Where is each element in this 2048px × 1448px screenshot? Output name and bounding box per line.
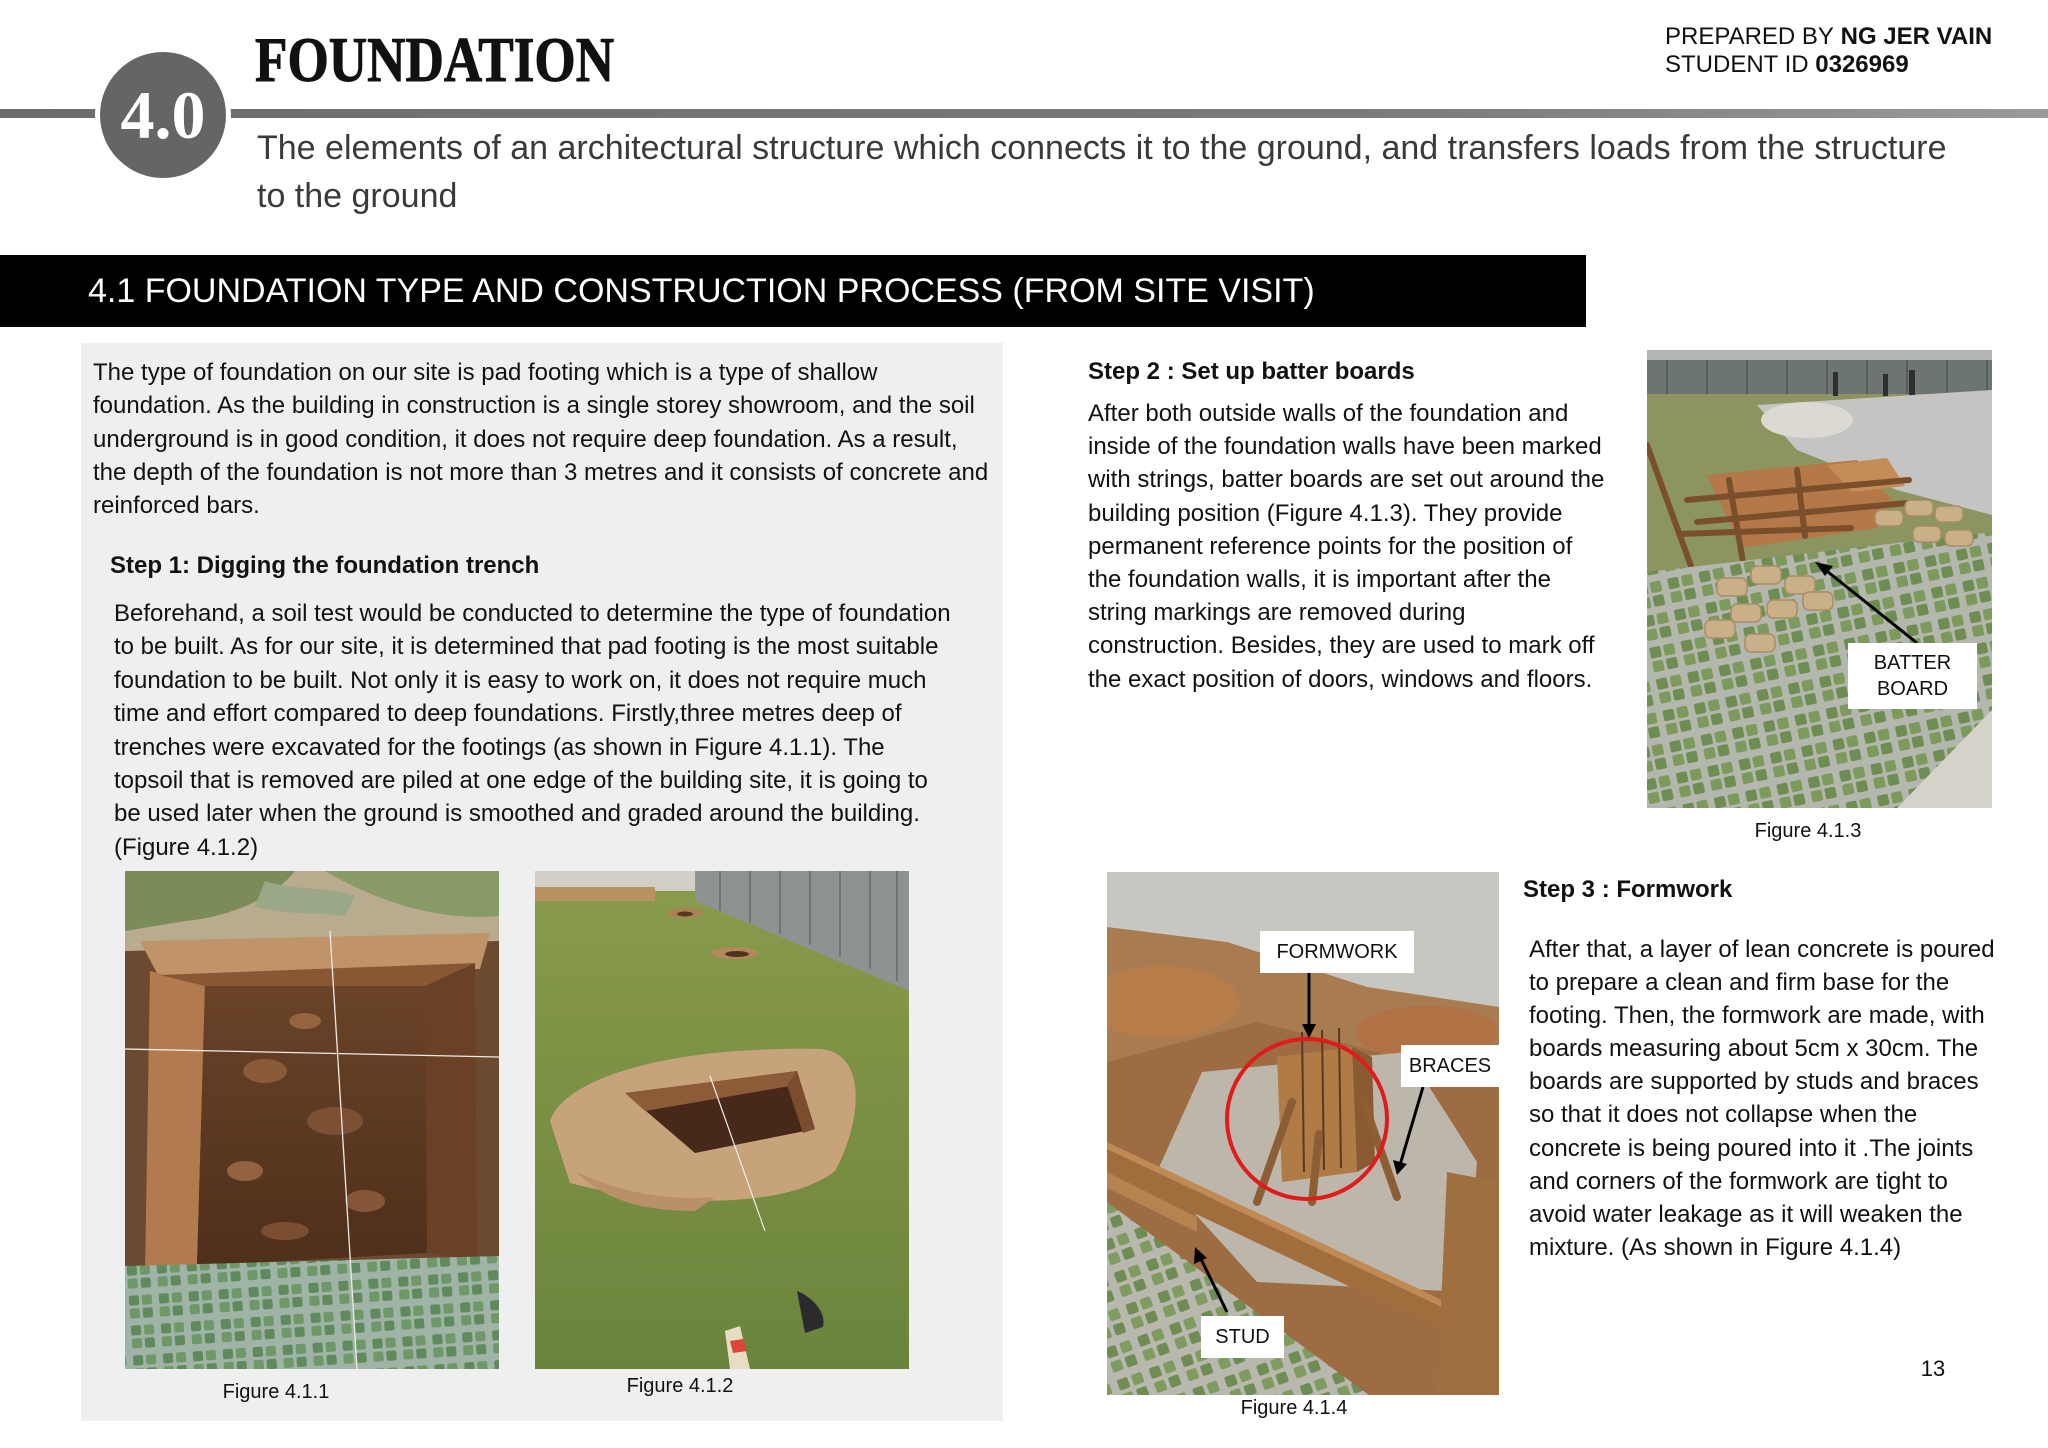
intro-paragraph [93,356,988,522]
text-line: building position (Figure 4.1.3). They provide [1088,499,1563,527]
batter-board-label [1848,643,1977,709]
text-line: string markings are removed during [1088,599,1466,627]
figure-caption: Figure 4.1.3 [1754,820,1862,842]
text-line: construction. Besides, they are used to mark off [1088,632,1595,660]
excavated-hole-photo [535,871,909,1369]
text-line: with strings, batter boards are set out around the [1088,466,1605,494]
batter-board-arrow [1647,350,1992,808]
figure-4-1-3-photo [1647,350,1992,808]
text-line: The type of foundation on our site is pad footing which is a type of shallow [93,359,878,386]
page-number: 13 [1920,1356,1946,1381]
text-line: (Figure 4.1.2) [114,833,259,861]
prepared-by-label: PREPARED BY [1665,23,1834,50]
figure-4-1-4-photo [1107,872,1499,1395]
text-line: boards are supported by studs and braces [1529,1068,1979,1096]
step2-heading: Step 2 : Set up batter boards [1088,358,1415,385]
text-line: Beforehand, a soil test would be conducted to determine the type of foundation [114,600,951,627]
text-line: foundation. As the building in construction is a single storey showroom, and the soil [93,392,975,420]
text-line: the depth of the foundation is not more than 3 metres and it consists of concrete and [93,458,989,486]
text-line: so that it does not collapse when the [1529,1101,1918,1129]
student-id [1665,51,1909,79]
figure-caption: Figure 4.1.2 [626,1375,734,1397]
text-line: permanent reference points for the position of [1088,532,1573,560]
trench-photo [125,871,499,1369]
section-number: 4.0 [120,77,206,153]
text-line: footing. Then, the formwork are made, with [1529,1002,1985,1030]
figure-4-1-2-photo [535,871,909,1369]
section-number-badge [95,47,231,183]
step1-paragraph [114,597,951,864]
step3-paragraph [1529,933,1995,1264]
text-line: concrete is being poured into it .The joints [1529,1134,1974,1162]
figure-4-1-1-photo [125,871,499,1369]
text-line: to be built. As for our site, it is determined that pad footing is the most suitable [114,633,939,661]
section-title: 4.1 FOUNDATION TYPE AND CONSTRUCTION PROCESS (FROM SITE VISIT) [88,272,1315,310]
text-line: and corners of the formwork are tight to [1529,1167,1948,1195]
text-line: avoid water leakage as it will weaken the [1529,1200,1963,1228]
student-id-label: STUDENT ID [1665,51,1809,78]
text-line: foundation to be built. Not only it is easy to work on, it does not require much [114,666,927,694]
text-line: to prepare a clean and firm base for the [1529,969,1950,997]
section-banner [0,255,1586,327]
text-line: be used later when the ground is smoothed and graded around the building. [114,800,920,828]
subtitle-line: to the ground [257,177,458,215]
page-title: FOUNDATION [255,24,615,95]
formwork-label: FORMWORK [1260,931,1414,973]
figure-caption: Figure 4.1.1 [222,1381,330,1403]
step2-paragraph [1088,397,1604,696]
text-line: the foundation walls, it is important after the [1088,566,1551,594]
text-line: inside of the foundation walls have been marked [1088,433,1602,461]
text-line: mixture. (As shown in Figure 4.1.4) [1529,1233,1902,1261]
label-line: BOARD [1876,678,1949,700]
text-line: the exact position of doors, windows and floors. [1088,665,1593,693]
figure-caption: Figure 4.1.4 [1240,1397,1348,1419]
text-line: boards measuring about 5cm x 30cm. The [1529,1035,1979,1063]
text-line: underground is in good condition, it does not require deep foundation. As a result, [93,425,958,453]
subtitle-line: The elements of an architectural structure which connects it to the ground, and transfers loads from the structure [257,129,1947,167]
header-rule [0,109,2048,118]
text-line: After that, a layer of lean concrete is poured [1529,936,1995,963]
author-name: NG JER VAIN [1840,23,1993,50]
text-line: reinforced bars. [93,492,260,520]
step1-heading: Step 1: Digging the foundation trench [110,552,540,579]
prepared-by [1665,23,1992,51]
text-line: After both outside walls of the foundation and [1088,400,1569,427]
stud-label: STUD [1201,1316,1284,1358]
text-line: time and effort compared to deep foundations. Firstly,three metres deep of [114,700,902,728]
label-line: BATTER [1873,652,1952,674]
text-line: trenches were excavated for the footings (as shown in Figure 4.1.1). The [114,733,885,761]
text-line: topsoil that is removed are piled at one edge of the building site, it is going to [114,767,928,795]
braces-label: BRACES [1401,1045,1499,1087]
student-id-value: 0326969 [1815,51,1909,78]
step3-heading: Step 3 : Formwork [1523,876,1733,903]
